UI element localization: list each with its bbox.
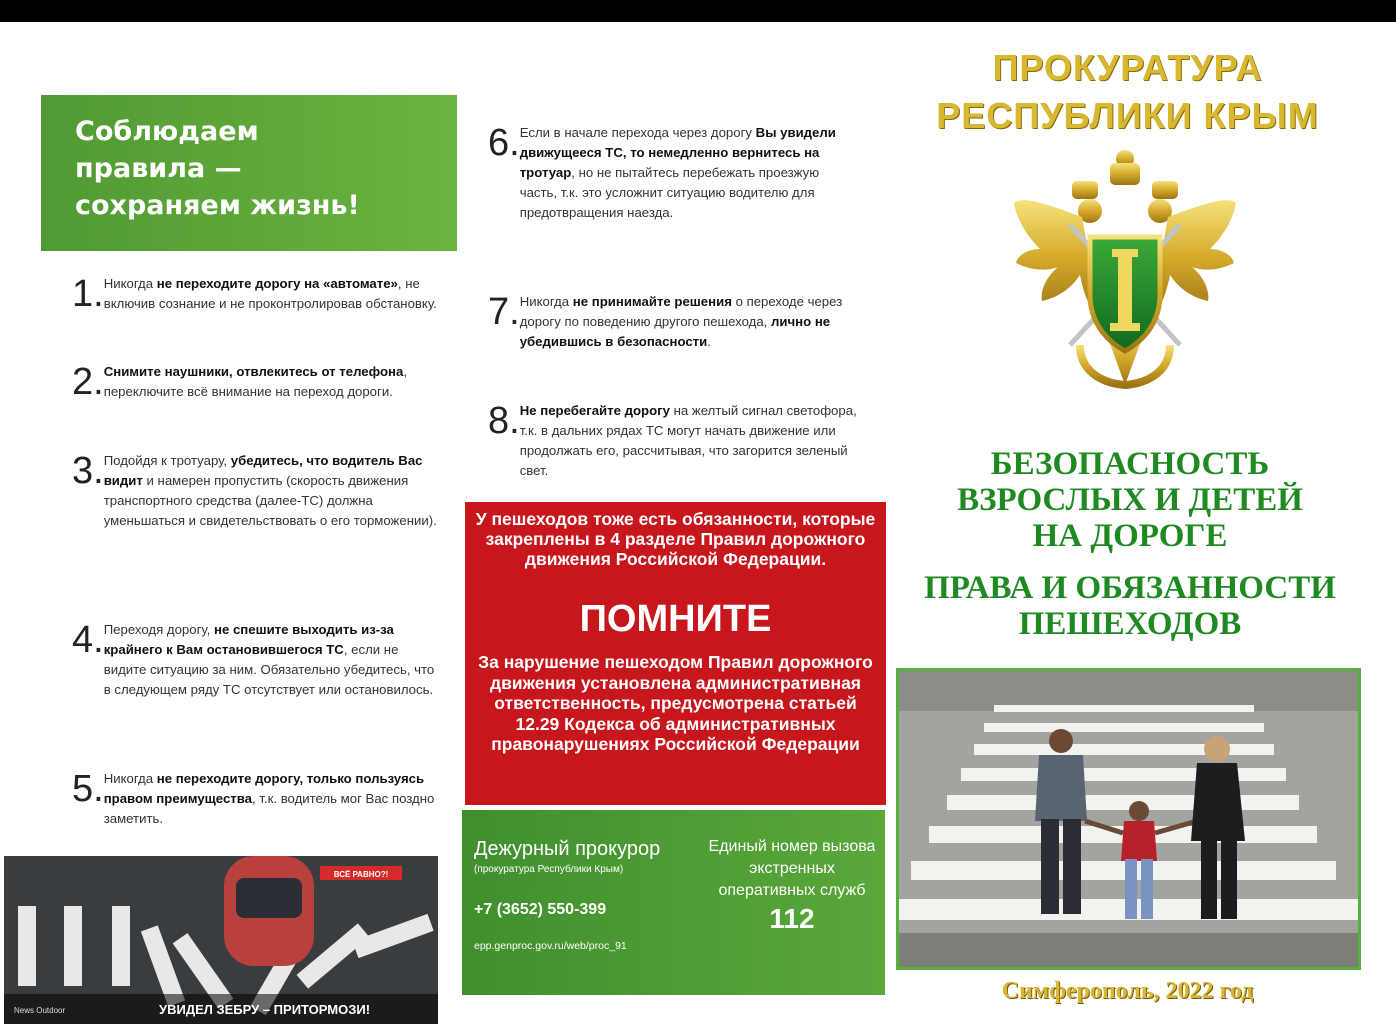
- poster-caption: УВИДЕЛ ЗЕБРУ – ПРИТОРМОЗИ!: [159, 1002, 371, 1017]
- poster-badge: ВСЁ РАВНО?!: [333, 870, 389, 879]
- rule-text-fragment: Переходя дорогу,: [103, 622, 214, 637]
- prosecutor-emblem-icon: [1010, 145, 1240, 390]
- city-year-footer: Симферополь, 2022 год: [1001, 978, 1254, 1004]
- rule-item-8: [488, 401, 858, 481]
- rule-emphasis: Снимите наушники, отвлекитесь от телефона: [103, 364, 404, 379]
- rule-text: [104, 362, 442, 402]
- emergency-number: 112: [769, 903, 815, 934]
- slogan-banner: [41, 95, 457, 251]
- rule-item-7: [488, 292, 858, 352]
- rule-emphasis: не спешите выходить из-за крайнего к Вам остановившегося ТС: [103, 622, 394, 657]
- rights-heading: [900, 570, 1360, 642]
- safety-heading: [900, 446, 1360, 554]
- rule-emphasis: не переходите дорогу, только пользуясь правом преимущества: [103, 771, 425, 806]
- obligations-red-box: [465, 502, 886, 805]
- rule-text-fragment: , переключите всё внимание на переход дороги.: [103, 364, 408, 399]
- remember-heading: ПОМНИТЕ: [579, 598, 772, 640]
- organization-line-2: РЕСПУБЛИКИ КРЫМ: [936, 95, 1319, 136]
- rule-number: 1.: [72, 273, 104, 315]
- obligations-intro: У пешеходов тоже есть обязанности, которые закреплены в 4 разделе Правил дорожного движения Российской Федерации.: [475, 509, 876, 569]
- rule-text-fragment: , не включив сознание и не проконтролировав обстановку.: [103, 276, 437, 311]
- rights-heading-line-2: ПЕШЕХОДОВ: [1018, 606, 1242, 642]
- rule-item-1: [72, 274, 442, 314]
- rule-text-fragment: , но не пытайтесь перебежать проезжую часть, т.к. это усложнит ситуацию водителю для предотвращения наезда.: [519, 165, 820, 220]
- emergency-label: Единый номер вызова экстренных оперативных служб: [708, 838, 876, 899]
- rule-text: [520, 123, 858, 223]
- slogan-line-1: Соблюдаем: [75, 116, 259, 147]
- rule-text-fragment: Если в начале перехода через дорогу: [519, 125, 756, 140]
- safety-heading-line-1: БЕЗОПАСНОСТЬ: [990, 446, 1270, 482]
- duty-prosecutor-subtitle: (прокуратура Республики Крым): [474, 864, 624, 875]
- rule-text: [104, 451, 442, 531]
- rights-heading-line-1: ПРАВА И ОБЯЗАННОСТИ: [924, 570, 1336, 606]
- rule-text-fragment: Никогда: [103, 771, 157, 786]
- rule-text-fragment: Подойдя к тротуару,: [103, 453, 231, 468]
- duty-phone-number: +7 (3652) 550-399: [474, 901, 607, 918]
- rule-number: 5.: [72, 768, 104, 810]
- rule-text-fragment: на желтый сигнал светофора, т.к. в дальних рядах ТС могут начать движение или продолжать его, рассчитывая, что загорится зеленый свет.: [519, 403, 857, 478]
- rule-text: [104, 620, 442, 700]
- prosecutor-website-url: epp.genproc.gov.ru/web/proc_91: [474, 940, 627, 952]
- rule-text: [520, 401, 858, 481]
- duty-prosecutor-title: Дежурный прокурор: [474, 838, 661, 860]
- rule-emphasis: Вы увидели движущееся ТС, то немедленно вернитесь на тротуар: [519, 125, 836, 180]
- rule-number: 4.: [72, 619, 104, 661]
- rule-text: [104, 769, 442, 829]
- poster-brand: News Outdoor: [14, 1006, 66, 1015]
- rule-emphasis: лично не убедившись в безопасности: [519, 314, 831, 349]
- rule-emphasis: Не перебегайте дорогу: [519, 403, 670, 418]
- rule-item-3: [72, 451, 442, 531]
- rule-text-fragment: , если не видите ситуацию за ним. Обязательно убедитесь, что в следующем ряду ТС отсутствует или остановилось.: [103, 642, 435, 697]
- rule-item-2: [72, 362, 442, 402]
- rule-emphasis: не переходите дорогу на «автомате»: [156, 276, 398, 291]
- top-black-bar: [0, 0, 1396, 22]
- rule-emphasis: убедитесь, что водитель Вас видит: [103, 453, 423, 488]
- rule-text-fragment: , т.к. водитель мог Вас поздно заметить.: [103, 791, 435, 826]
- organization-line-1: ПРОКУРАТУРА: [992, 47, 1263, 88]
- rule-number: 6.: [488, 122, 520, 164]
- rule-text-fragment: и намерен пропустить (скорость движения транспортного средства (далее-ТС) должна уменьшаться и свидетельствовать о его торможении).: [103, 473, 437, 528]
- family-crossing-photo: [896, 668, 1361, 970]
- rule-text: [104, 274, 442, 314]
- safety-heading-line-3: НА ДОРОГЕ: [1032, 518, 1228, 554]
- rule-item-4: [72, 620, 442, 700]
- rule-emphasis: не принимайте решения: [572, 294, 732, 309]
- zebra-poster: [4, 856, 438, 1024]
- rule-item-6: [488, 123, 858, 223]
- rule-text: [520, 292, 858, 352]
- rule-number: 7.: [488, 291, 520, 333]
- liability-text: За нарушение пешеходом Правил дорожного движения установлена административная ответственность, предусмотрена статьей 12.29 Кодекса об административных правонарушениях Российской Федерации: [478, 652, 873, 754]
- rule-text-fragment: .: [707, 334, 711, 349]
- organization-title: [905, 44, 1350, 140]
- rule-item-5: [72, 769, 442, 829]
- contacts-box: [462, 810, 885, 995]
- rule-number: 8.: [488, 400, 520, 442]
- rule-text-fragment: Никогда: [103, 276, 157, 291]
- rule-number: 2.: [72, 361, 104, 403]
- slogan-line-3: сохраняем жизнь!: [75, 190, 360, 221]
- slogan-line-2: правила —: [75, 153, 242, 184]
- rule-text-fragment: Никогда: [519, 294, 573, 309]
- rule-text-fragment: о переходе через дорогу по поведению другого пешехода,: [519, 294, 843, 329]
- rule-number: 3.: [72, 450, 104, 492]
- safety-heading-line-2: ВЗРОСЛЫХ И ДЕТЕЙ: [957, 482, 1303, 518]
